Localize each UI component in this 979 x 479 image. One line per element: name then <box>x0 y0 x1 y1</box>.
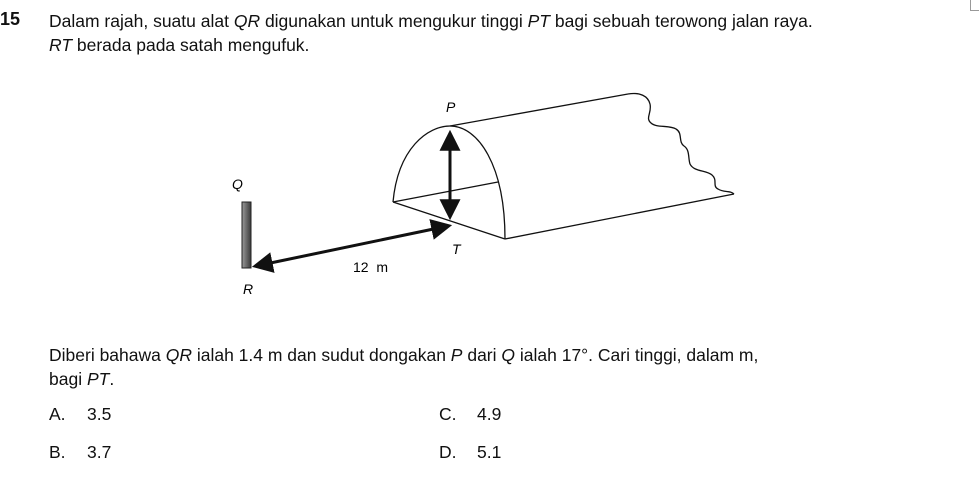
option-d[interactable] <box>439 442 501 463</box>
tunnel-bottom-edge <box>505 194 734 239</box>
question-number: 15 <box>0 9 21 29</box>
label-p: P <box>446 99 456 115</box>
tunnel-cross-line <box>393 182 498 202</box>
measuring-pole-qr <box>242 202 251 268</box>
tunnel-back-edge <box>628 93 734 194</box>
question-stem-line-2: RT berada pada satah mengufuk. <box>49 35 310 55</box>
label-t: T <box>452 241 461 257</box>
option-label: A. <box>49 404 66 424</box>
option-label: D. <box>439 442 457 462</box>
option-label: C. <box>439 404 457 424</box>
option-value: 3.7 <box>87 442 112 462</box>
given-line-1: Diberi bahawa QR ialah 1.4 m dan sudut dongakan P dari Q ialah 17°. Cari tinggi, dalam m, <box>49 345 759 365</box>
distance-arrow-rt <box>256 226 448 266</box>
tunnel-top-edge <box>450 94 628 126</box>
given-line-2: bagi PT. <box>49 369 115 389</box>
label-q: Q <box>232 176 243 192</box>
option-value: 3.5 <box>87 404 112 424</box>
question-stem-line-1: Dalam rajah, suatu alat QR digunakan untuk mengukur tinggi PT bagi sebuah terowong jalan raya. <box>49 11 813 31</box>
option-value: 5.1 <box>477 442 502 462</box>
option-b[interactable] <box>49 442 111 463</box>
label-r: R <box>243 281 254 297</box>
option-label: B. <box>49 442 66 462</box>
distance-label: 12 m <box>353 259 389 275</box>
option-value: 4.9 <box>477 404 502 424</box>
option-c[interactable] <box>439 404 501 425</box>
option-a[interactable] <box>49 404 111 425</box>
